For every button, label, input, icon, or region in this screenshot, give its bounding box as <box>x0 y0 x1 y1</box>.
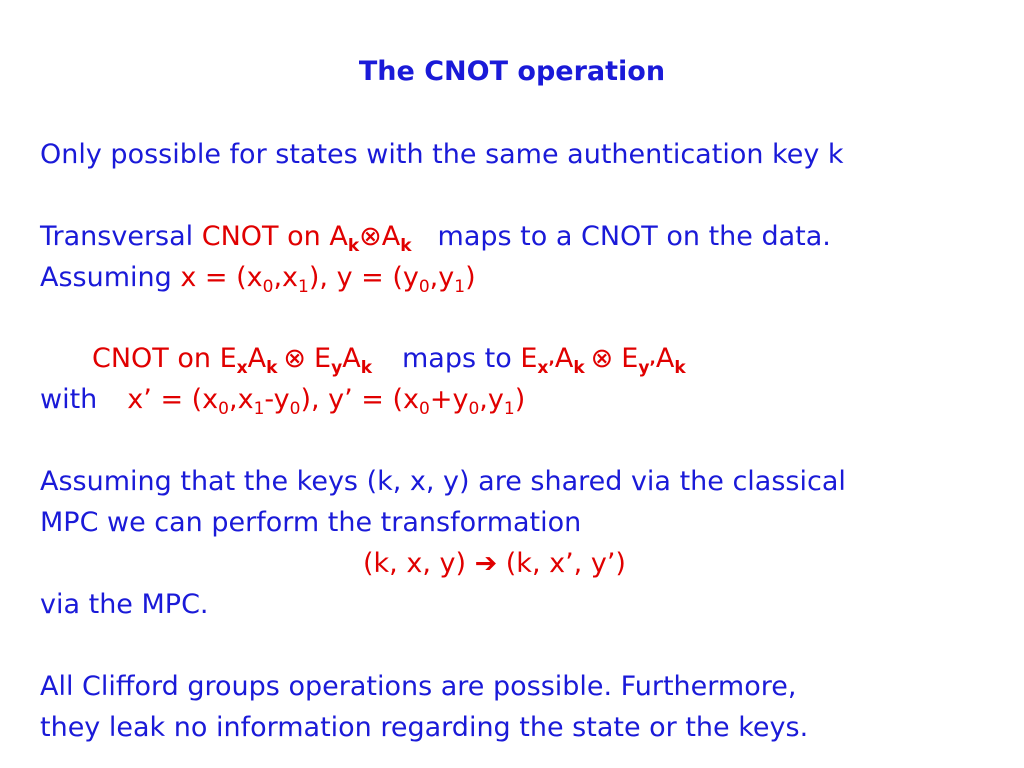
subscript-k: k <box>573 358 585 378</box>
subscript-1: 1 <box>253 399 265 419</box>
y-definition-close: ) <box>465 262 476 293</box>
y-prime-part: ,y <box>479 384 504 415</box>
y-definition: y = (y <box>336 262 419 293</box>
operator-a: A <box>342 343 361 374</box>
text-line-via-mpc: via the MPC. <box>40 589 209 620</box>
y-prime-part: +y <box>429 384 469 415</box>
subscript-0: 0 <box>218 399 229 419</box>
transversal-label: Transversal <box>40 221 202 252</box>
subscript-0: 0 <box>289 399 301 419</box>
x-definition: x = (x <box>180 262 263 293</box>
text-line-only-possible: Only possible for states with the same authentication key k <box>40 139 844 170</box>
subscript-k: k <box>347 236 360 256</box>
subscript-k: k <box>674 358 686 378</box>
text-line-transversal <box>40 217 831 257</box>
x-prime-part: -y <box>264 384 290 415</box>
operator-a: A <box>381 221 401 252</box>
y-definition-part: ,y <box>429 262 455 293</box>
text-line-with-primes <box>40 380 525 420</box>
text-line-no-leak: they leak no information regarding the state or the keys. <box>40 712 809 743</box>
subscript-0: 0 <box>418 277 430 297</box>
operator-e: E <box>520 343 538 374</box>
tensor-symbol: ⊗ <box>590 343 614 374</box>
text-line-cnot-on-exak <box>92 339 686 379</box>
slide-title: The CNOT operation <box>358 56 666 87</box>
text-line-assuming-xy <box>40 258 476 298</box>
operator-a: A <box>655 343 675 374</box>
subscript-y-prime: y’ <box>638 358 656 378</box>
tensor-symbol: ⊗ <box>283 343 307 374</box>
subscript-1: 1 <box>454 277 466 297</box>
subscript-x-prime: x’ <box>537 358 555 378</box>
text-line-assuming-keys: Assuming that the keys (k, x, y) are shared via the classical <box>40 466 846 497</box>
with-label: with <box>40 384 98 415</box>
y-prime-close: ) <box>514 384 526 415</box>
operator-e: E <box>621 343 639 374</box>
subscript-0: 0 <box>419 399 430 419</box>
subscript-1: 1 <box>503 399 515 419</box>
y-prime-definition: ), y’ = (x <box>300 384 420 415</box>
assuming-label: Assuming <box>40 262 181 293</box>
subscript-y: y <box>331 358 343 378</box>
operator-a: A <box>247 343 267 374</box>
cnot-on-e: CNOT on E <box>92 343 237 374</box>
text-line-mpc-transformation: MPC we can perform the transformation <box>40 507 582 538</box>
subscript-k: k <box>266 358 278 378</box>
subscript-0: 0 <box>262 277 274 297</box>
tensor-symbol: ⊗ <box>359 221 382 252</box>
subscript-x: x <box>236 358 248 378</box>
x-definition-part: ,x <box>273 262 299 293</box>
maps-to-cnot-text: maps to a CNOT on the data. <box>437 221 831 252</box>
maps-to-label: maps to <box>402 343 521 374</box>
transformation-formula: (k, x, y) ➔ (k, x’, y’) <box>363 548 626 579</box>
subscript-0: 0 <box>468 399 480 419</box>
text-line-clifford: All Clifford groups operations are possible. Furthermore, <box>40 671 797 702</box>
x-definition-close: ), <box>308 262 337 293</box>
x-prime-part: ,x <box>229 384 254 415</box>
subscript-k: k <box>360 358 372 378</box>
subscript-1: 1 <box>298 277 309 297</box>
x-prime-definition: x’ = (x <box>127 384 219 415</box>
cnot-on-label: CNOT on A <box>201 221 348 252</box>
operator-a: A <box>554 343 574 374</box>
operator-e: E <box>314 343 332 374</box>
subscript-k: k <box>400 236 412 256</box>
